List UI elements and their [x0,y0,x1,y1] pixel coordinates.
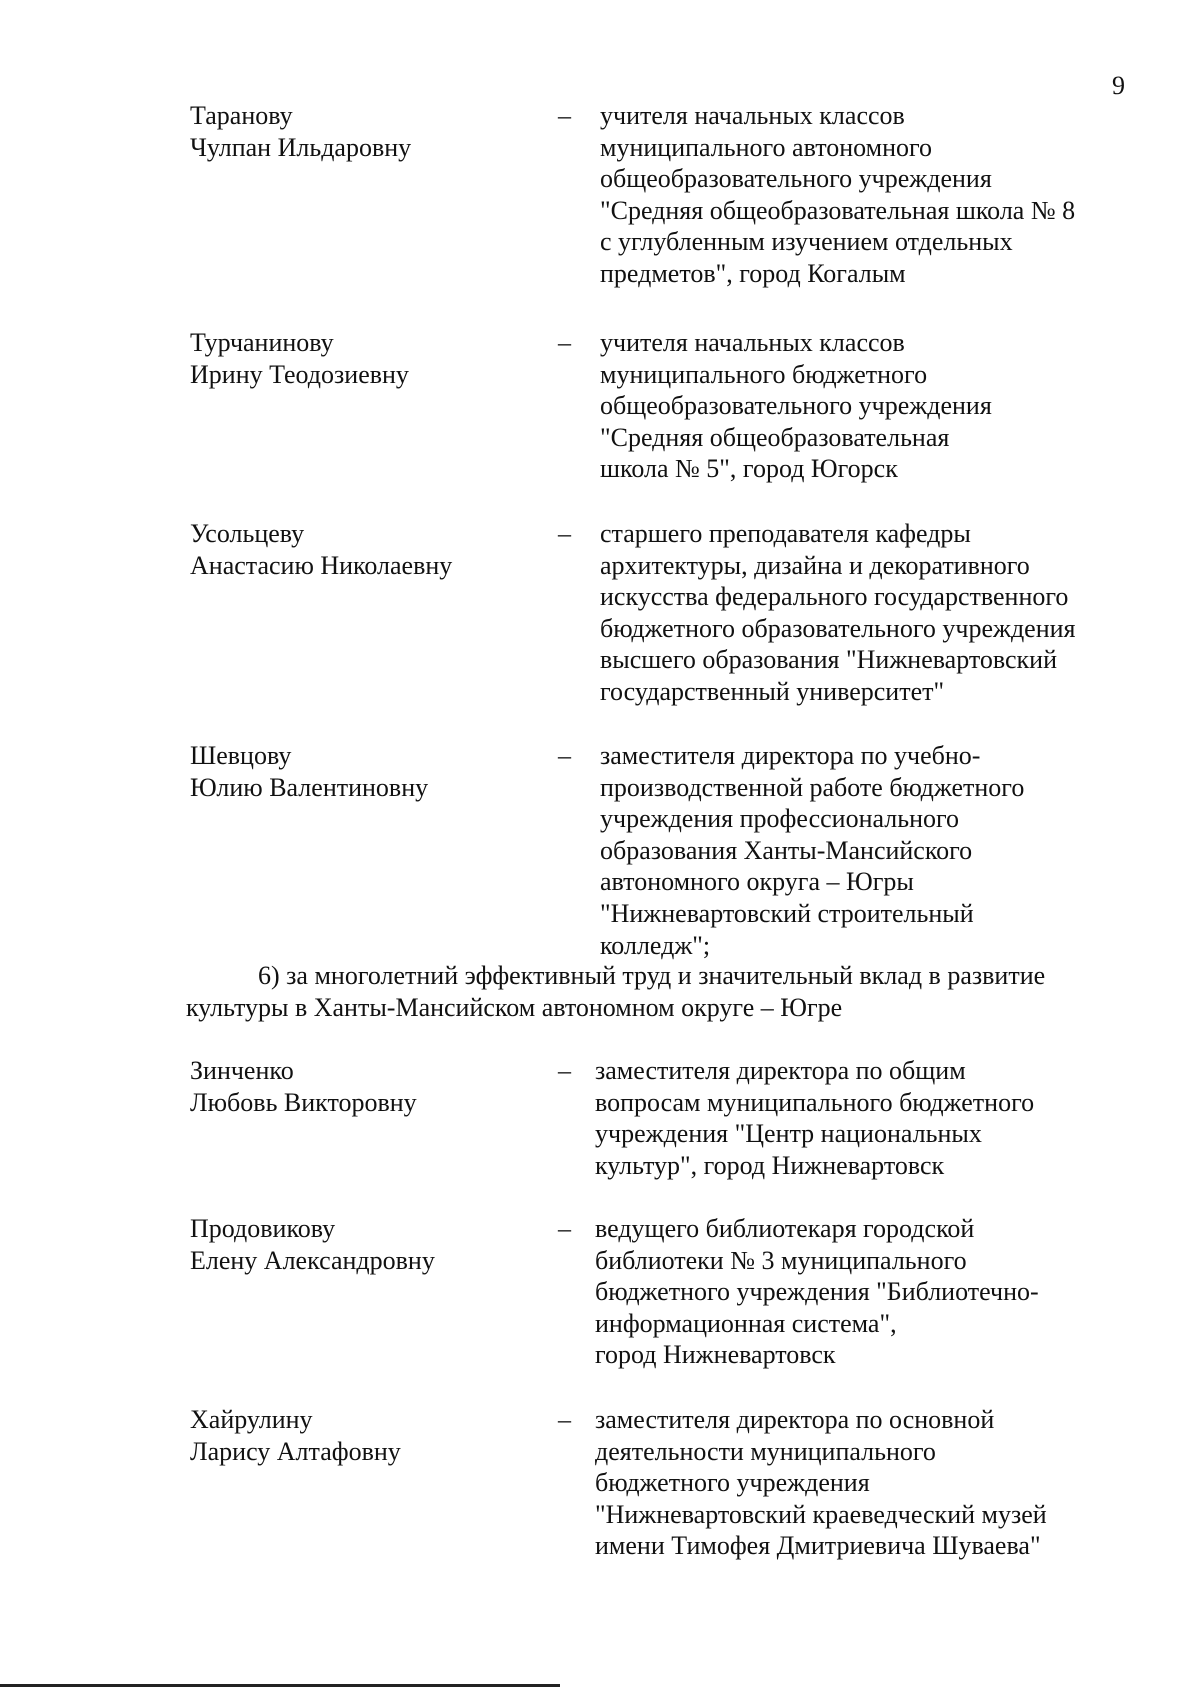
description-line: имени Тимофея Дмитриевича Шуваева" [595,1531,1041,1561]
description-line: заместителя директора по учебно- [600,741,981,770]
description-line: вопросам муниципального бюджетного [595,1087,1035,1117]
surname: Продовикову [190,1214,336,1243]
description-line: образования Ханты-Мансийского [600,835,973,865]
given-names: Юлию Валентиновну [190,772,429,802]
person-name [190,1213,550,1276]
position-description [595,1404,1155,1562]
person-name [190,327,550,390]
person-name [190,518,550,581]
description-line: школа № 5", город Югорск [600,454,898,484]
description-line: высшего образования "Нижневартовский [600,645,1058,675]
description-line: архитектуры, дизайна и декоративного [600,550,1030,580]
description-line: искусства федерального государственного [600,582,1069,612]
description-line: учителя начальных классов [600,101,905,130]
position-description [600,518,1160,708]
given-names: Чулпан Ильдаровну [190,132,412,162]
description-line: с углубленным изучением отдельных [600,227,1013,257]
dash-separator: – [558,1214,571,1243]
surname: Хайрулину [190,1405,313,1434]
page-number: 9 [1112,71,1125,100]
description-line: производственной работе бюджетного [600,772,1025,802]
dash-separator: – [558,1056,571,1085]
person-name [190,100,550,163]
description-line: колледж"; [600,930,711,960]
person-name [190,1404,550,1467]
description-line: предметов", город Когалым [600,258,906,288]
surname: Турчанинову [190,328,334,357]
description-line: учреждения "Центр национальных [595,1119,982,1149]
description-line: бюджетного учреждения [595,1468,870,1498]
dash-separator: – [558,741,571,770]
surname: Усольцеву [190,519,305,548]
section-line: культуры в Ханты-Мансийском автономном округе – Югре [186,992,843,1022]
section-heading-paragraph [186,960,1126,1023]
surname: Шевцову [190,741,292,770]
description-line: "Средняя общеобразовательная [600,422,950,452]
description-line: "Нижневартовский краеведческий музей [595,1499,1047,1529]
description-line: бюджетного учреждения "Библиотечно- [595,1277,1039,1307]
description-line: учителя начальных классов [600,328,905,357]
description-line: государственный университет" [600,676,945,706]
position-description [600,327,1160,485]
description-line: автономного округа – Югры [600,867,914,897]
section-line: 6) за многолетний эффективный труд и значительный вклад в развитие [258,961,1046,990]
description-line: бюджетного образовательного учреждения [600,613,1076,643]
description-line: заместителя директора по основной [595,1405,995,1434]
dash-separator: – [558,1405,571,1434]
description-line: муниципального автономного [600,132,933,162]
surname: Таранову [190,101,293,130]
description-line: старшего преподавателя кафедры [600,519,971,548]
surname: Зинченко [190,1056,294,1085]
position-description [600,740,1160,961]
given-names: Ларису Алтафовну [190,1436,401,1466]
dash-separator: – [558,328,571,357]
dash-separator: – [558,101,571,130]
given-names: Елену Александровну [190,1245,435,1275]
description-line: деятельности муниципального [595,1436,936,1466]
description-line: общеобразовательного учреждения [600,164,992,194]
given-names: Ирину Теодозиевну [190,359,409,389]
person-name [190,740,550,803]
description-line: ведущего библиотекаря городской [595,1214,975,1243]
description-line: общеобразовательного учреждения [600,391,992,421]
position-description [595,1213,1155,1371]
description-line: "Средняя общеобразовательная школа № 8 [600,195,1076,225]
description-line: культур", город Нижневартовск [595,1150,945,1180]
position-description [595,1055,1155,1181]
description-line: муниципального бюджетного [600,359,928,389]
given-names: Любовь Викторовну [190,1087,417,1117]
description-line: город Нижневартовск [595,1340,836,1370]
description-line: учреждения профессионального [600,804,960,834]
footer-rule [0,1684,560,1687]
description-line: библиотеки № 3 муниципального [595,1245,967,1275]
description-line: информационная система", [595,1308,897,1338]
position-description [600,100,1160,290]
description-line: заместителя директора по общим [595,1056,966,1085]
description-line: "Нижневартовский строительный [600,898,974,928]
person-name [190,1055,550,1118]
dash-separator: – [558,519,571,548]
given-names: Анастасию Николаевну [190,550,453,580]
